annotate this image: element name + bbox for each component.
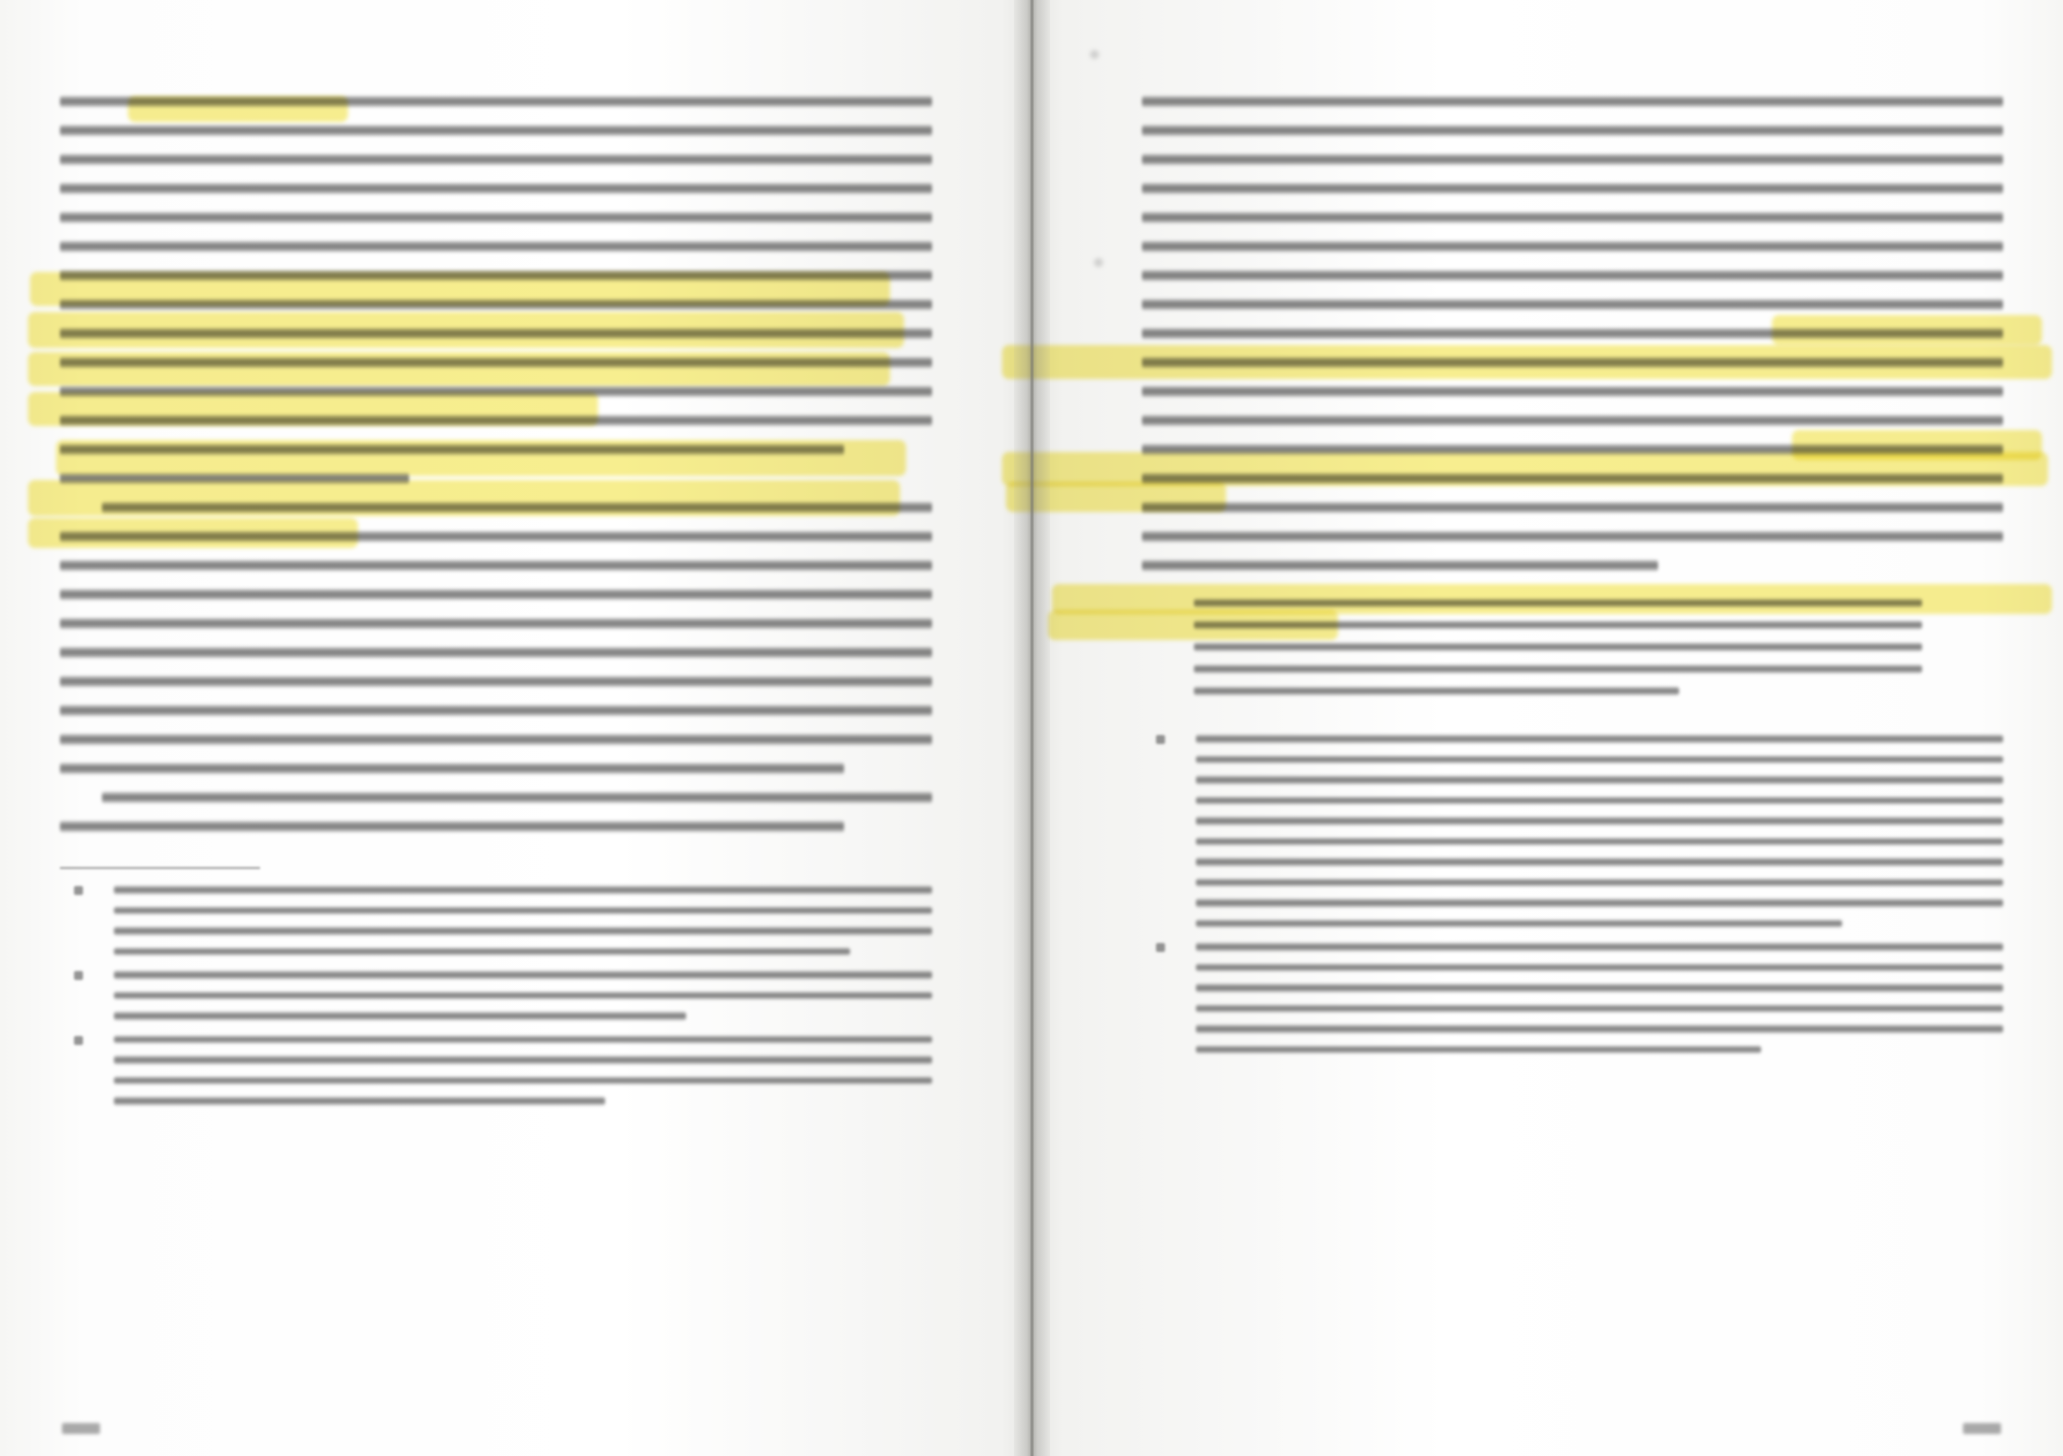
- text-line: [60, 153, 932, 166]
- text-line: [60, 530, 932, 543]
- text-line: [1142, 298, 2004, 311]
- footnote-marker: [74, 971, 83, 980]
- footnote-rule: [60, 867, 260, 869]
- margin-mark: [1094, 258, 1103, 267]
- text-line: [60, 588, 932, 601]
- footnote-item: [1142, 942, 2004, 1054]
- footnote-item: [60, 885, 932, 956]
- text-line: [60, 472, 409, 485]
- text-line: [60, 356, 932, 369]
- text-line: [1142, 356, 2004, 369]
- text-line: [60, 240, 932, 253]
- text-line: [1196, 816, 2004, 826]
- text-line: [1196, 983, 2004, 993]
- text-line: [60, 182, 932, 195]
- text-line: [114, 1096, 605, 1106]
- text-line: [1142, 414, 2004, 427]
- text-line: [102, 791, 932, 804]
- text-line: [1142, 385, 2004, 398]
- right-page: [1032, 0, 2063, 1456]
- text-line: [1196, 919, 1842, 929]
- text-line: [60, 385, 932, 398]
- footnote-marker: [1156, 735, 1165, 744]
- text-line: [1196, 878, 2004, 888]
- footnote-marker: [74, 1036, 83, 1045]
- footnotes-section: [1142, 722, 2004, 1054]
- text-line: [1142, 269, 2004, 282]
- text-line: [60, 733, 932, 746]
- paragraph: [60, 95, 932, 485]
- text-line: [114, 970, 932, 980]
- footnote-marker: [1156, 943, 1165, 952]
- text-line: [114, 906, 932, 916]
- text-line: [60, 124, 932, 137]
- text-line: [1194, 686, 1680, 696]
- text-line: [102, 501, 932, 514]
- text-line: [1142, 182, 2004, 195]
- text-line: [1196, 1024, 2004, 1034]
- text-line: [114, 1076, 932, 1086]
- text-line: [1142, 501, 2004, 514]
- text-line: [1196, 775, 2004, 785]
- text-line: [60, 298, 932, 311]
- text-line: [60, 675, 932, 688]
- text-line: [1196, 796, 2004, 806]
- text-line: [1196, 1004, 2004, 1014]
- footnote-item: [60, 1035, 932, 1106]
- text-line: [1194, 620, 1923, 630]
- text-line: [1196, 734, 2004, 744]
- text-line: [1194, 598, 1923, 608]
- text-line: [1142, 95, 2004, 108]
- text-line: [1194, 642, 1923, 652]
- text-line: [114, 947, 850, 957]
- text-line: [60, 443, 844, 456]
- text-line: [1142, 443, 2004, 456]
- left-page-textblock: [60, 95, 932, 1396]
- page-number: [62, 1423, 100, 1434]
- footnote-marker: [74, 886, 83, 895]
- text-line: [60, 704, 932, 717]
- text-line: [114, 1055, 932, 1065]
- right-page-textblock: [1142, 95, 2004, 1396]
- block-quote: [1142, 598, 2004, 696]
- margin-mark: [1090, 50, 1099, 59]
- page-number: [1963, 1423, 2001, 1434]
- text-line: [60, 646, 932, 659]
- text-line: [1196, 1045, 1761, 1055]
- text-line: [1142, 211, 2004, 224]
- paragraph: [60, 501, 932, 775]
- text-line: [114, 1035, 932, 1045]
- text-line: [60, 414, 932, 427]
- text-line: [114, 991, 932, 1001]
- text-line: [60, 211, 932, 224]
- footnote-item: [60, 970, 932, 1021]
- text-line: [1196, 857, 2004, 867]
- text-line: [114, 926, 932, 936]
- text-line: [60, 617, 932, 630]
- text-line: [60, 95, 932, 108]
- text-line: [1142, 327, 2004, 340]
- paragraph: [60, 791, 932, 833]
- text-line: [1142, 559, 1659, 572]
- text-line: [1142, 472, 2004, 485]
- text-line: [60, 269, 932, 282]
- footnote-item: [1142, 734, 2004, 928]
- text-line: [1196, 755, 2004, 765]
- paragraph: [1142, 95, 2004, 572]
- text-line: [114, 885, 932, 895]
- text-line: [1194, 664, 1923, 674]
- text-line: [1142, 124, 2004, 137]
- text-line: [60, 762, 844, 775]
- footnotes-section: [60, 855, 932, 1106]
- text-line: [60, 327, 932, 340]
- text-line: [60, 820, 844, 833]
- text-line: [1142, 153, 2004, 166]
- text-line: [1196, 963, 2004, 973]
- text-line: [1196, 942, 2004, 952]
- text-line: [1142, 240, 2004, 253]
- text-line: [1196, 898, 2004, 908]
- text-line: [60, 559, 932, 572]
- text-line: [1196, 837, 2004, 847]
- text-line: [114, 1011, 686, 1021]
- text-line: [1142, 530, 2004, 543]
